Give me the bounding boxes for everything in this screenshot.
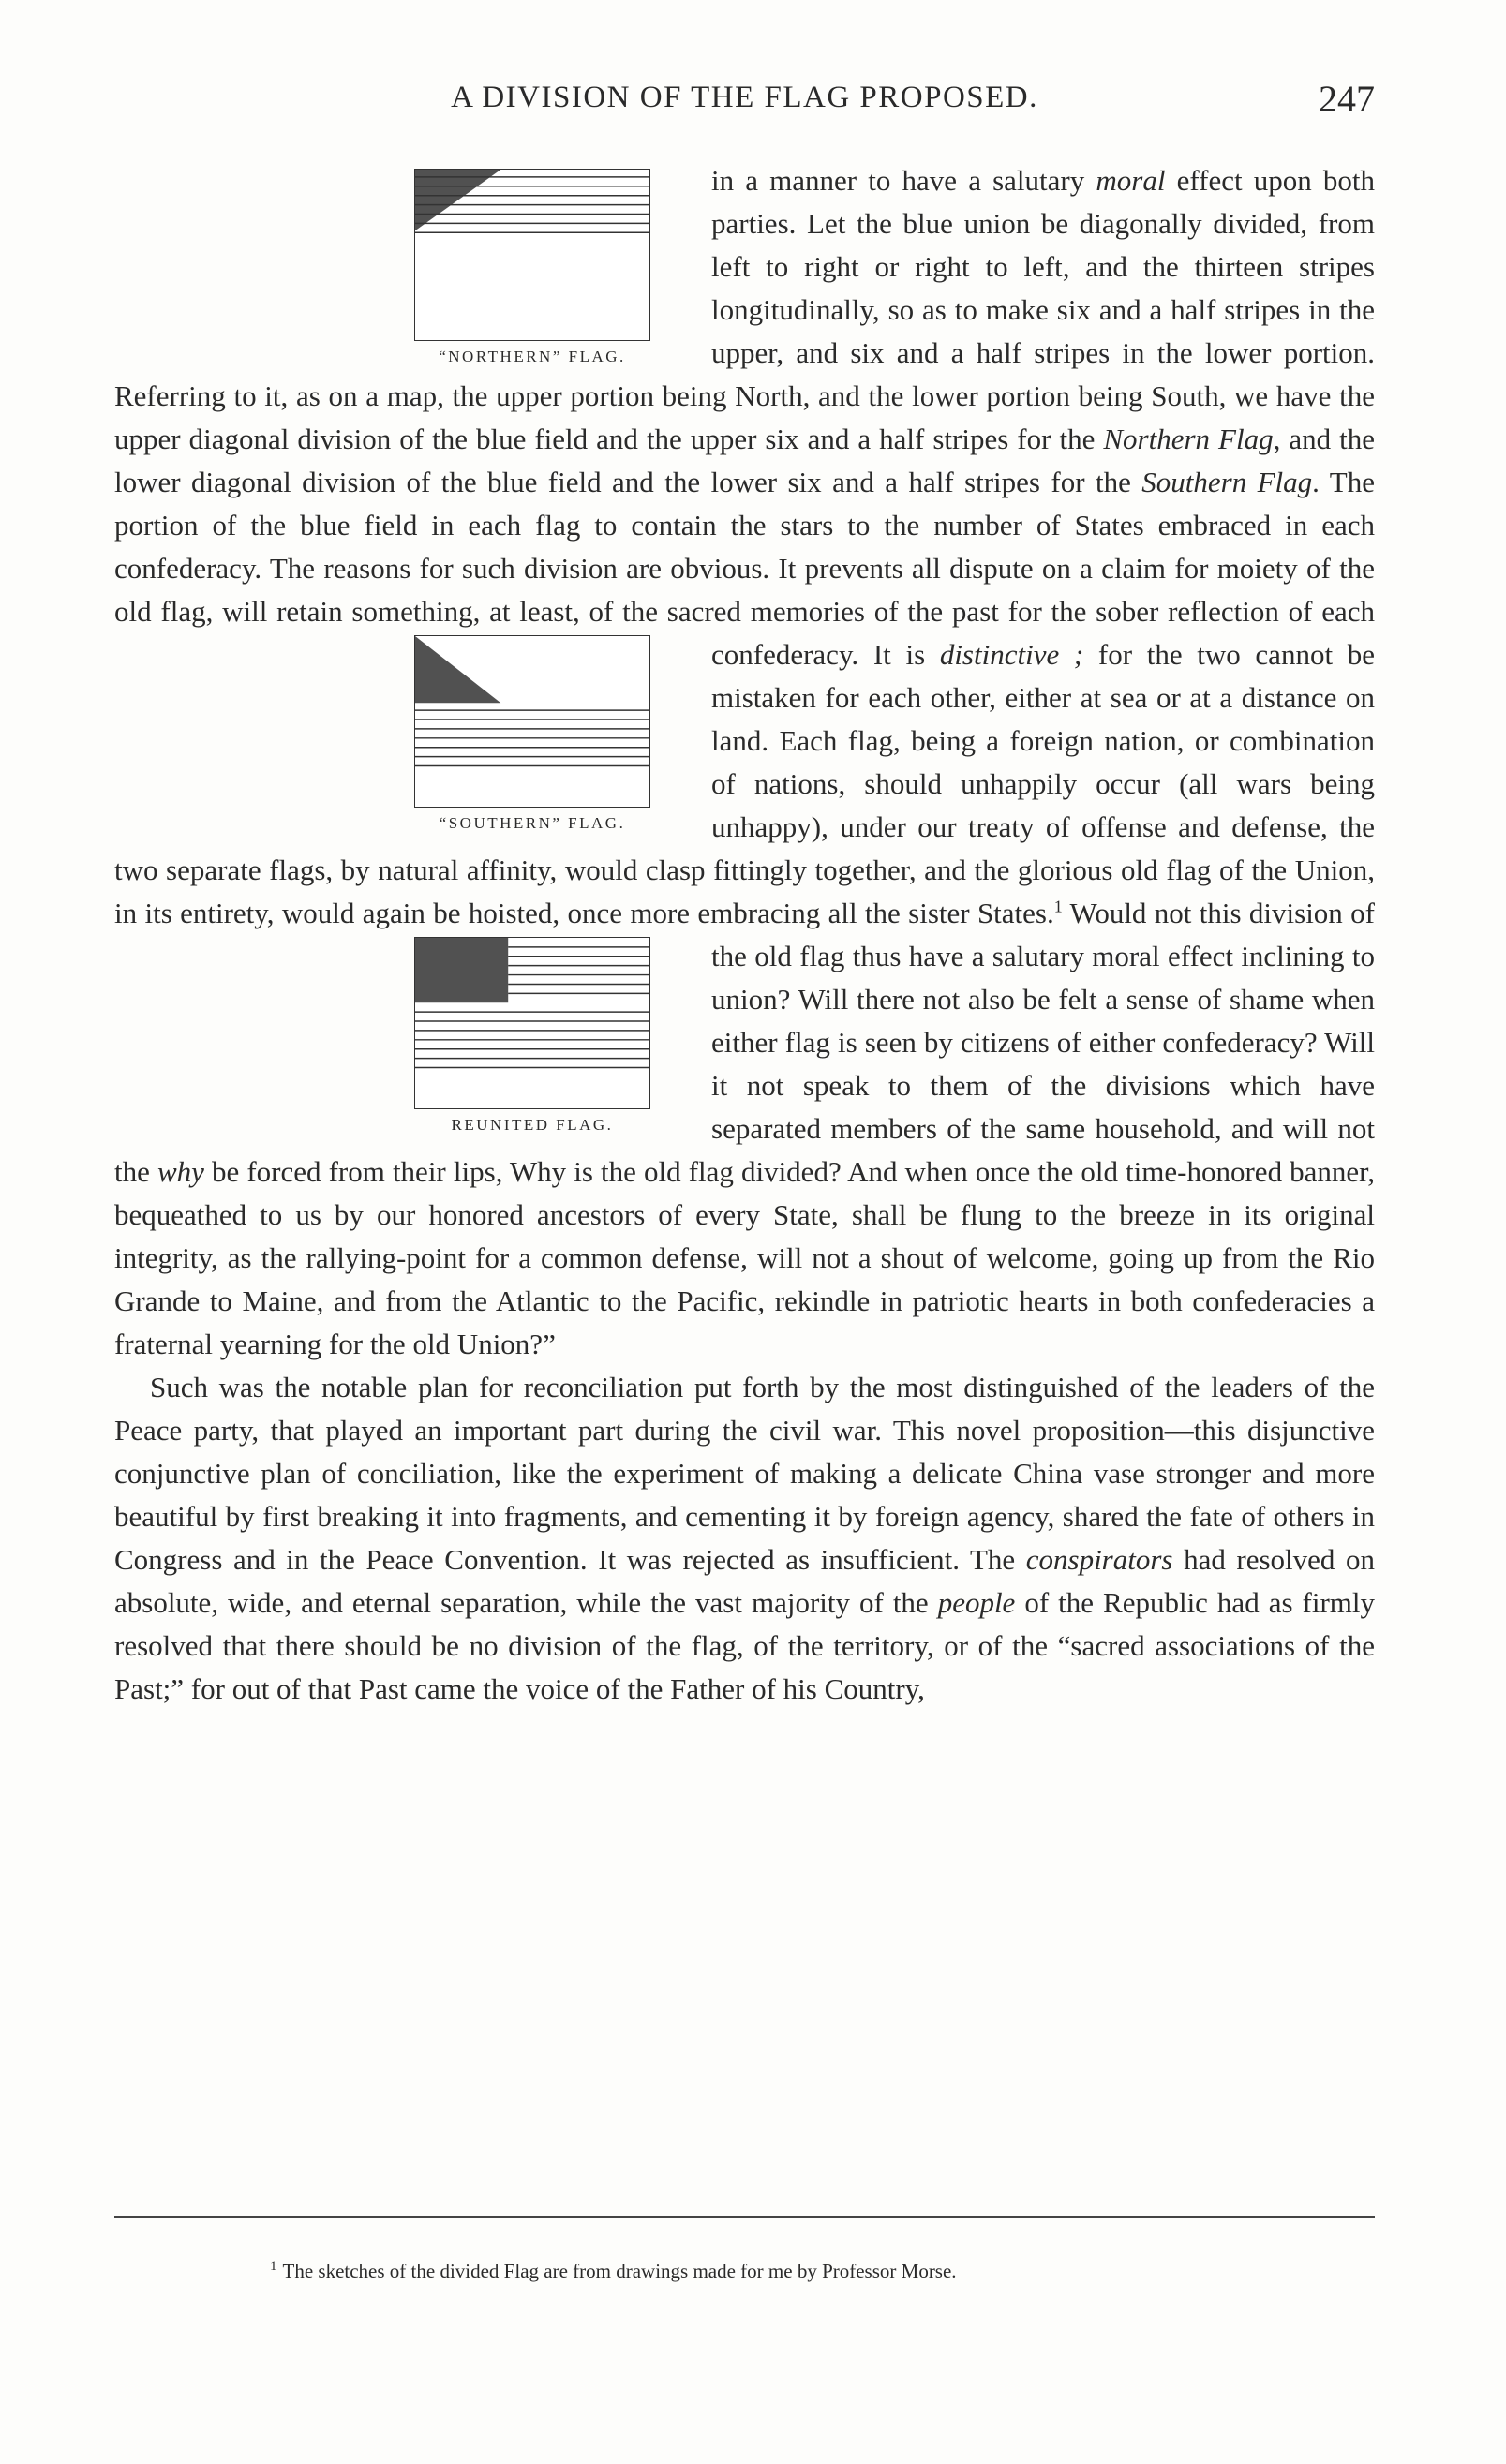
northern-flag-drawing <box>415 170 649 340</box>
text-run: be forced from their lips, Why is the old flag divided? And when once the old time-honored banner, bequeathed to us by our honored ancestors of every State, shall be flung to the breeze in its original integrity, as the rallying-point for a common defense, will not a shout of welcome, going up from the Rio Grande to Maine, and from the Atlantic to the Pacific, rekindle in patriotic hearts in both confederacies a fraternal yearning for the old Union?” <box>114 1155 1376 1360</box>
reunited-flag-drawing <box>415 938 649 1108</box>
text-run: Such was the notable plan for reconciliation put forth by the most distinguished of the leaders of the Peace party, that played an important part during the civil war. This novel proposition—this disjunctive conjunctive plan of conciliation, like the experiment of making a delicate China vase stronger and more beautiful by first breaking it into fragments, and cementing it by foreign agency, shared the fate of others in Congress and in the Peace Convention. It was rejected as insufficient. The <box>114 1371 1375 1576</box>
italic-run: Southern Flag <box>1141 466 1313 498</box>
text-run: had resolved on absolute, wide, and eternal separation, while the vast majority of the <box>114 1543 1375 1619</box>
italic-run: distinctive ; <box>939 638 1084 671</box>
text-run: effect upon both parties. Let the blue union be diagonally divided, from left to right or right to left, and the thirteen stripes longitudinally, so as to make six and a half stripes in the upper, and six and a half stripes in the lower portion. Referring to it, as on a map, the upper portion being North, and the lower portion being South, we have the upper diagonal division of the blue field and the upper six and a half stripes for the <box>114 164 1375 455</box>
running-title: A DIVISION OF THE FLAG PROPOSED. <box>451 81 1038 114</box>
italic-run: conspirators <box>1025 1543 1173 1576</box>
body-text <box>114 159 1375 1711</box>
southern-flag-drawing <box>415 636 649 807</box>
figure-southern-flag <box>375 635 690 834</box>
figure-northern-flag <box>375 169 690 367</box>
southern-flag-illustration <box>414 635 650 808</box>
paragraph-1 <box>114 159 1375 1366</box>
footnote-mark: 1 <box>270 2259 277 2274</box>
reunited-flag-illustration <box>414 937 650 1109</box>
italic-run: people <box>937 1586 1016 1619</box>
text-run: , and the lower diagonal division of the blue field and the lower six and a half stripes for the <box>114 423 1375 498</box>
text-run: Would not this division of the old flag thus have a salutary moral effect inclining to union? Will there not also be felt a sense of shame when either flag is seen by citizens of either confederacy? Will it not speak to them of the divisions which have separated members of the same household, and will not the <box>114 897 1375 1188</box>
figure-reunited-flag <box>375 937 690 1136</box>
paragraph-2 <box>114 1366 1375 1711</box>
southern-flag-caption: “SOUTHERN” FLAG. <box>439 814 626 832</box>
italic-run: moral <box>1096 164 1166 197</box>
northern-flag-illustration <box>414 169 650 341</box>
footnote <box>270 2253 957 2284</box>
text-run: of the Republic had as firmly resolved that there should be no division of the flag, of the territory, or of the “sacred associations of the Past;” for out of that Past came the voice of the Father of his Country, <box>114 1586 1376 1705</box>
footnote-text: The sketches of the divided Flag are from drawings made for me by Professor Morse. <box>282 2260 957 2282</box>
italic-run: Northern Flag <box>1103 423 1274 455</box>
text-run: in a manner to have a salutary <box>711 164 1096 197</box>
northern-flag-caption: “NORTHERN” FLAG. <box>439 348 626 365</box>
page-header <box>114 77 1375 124</box>
text-run: for the two cannot be mistaken for each other, either at sea or at a distance on land. Each flag, being a foreign nation, or combination of nations, should unhappily occur (all wars being unhappy), under our treaty of offense and defense, the two separate flags, by natural affinity, would clasp fittingly together, and the glorious old flag of the Union, in its entirety, would again be hoisted, once more embracing all the sister States. <box>114 638 1375 929</box>
text-run: . The portion of the blue field in each flag to contain the stars to the number of States embraced in each confederacy. The reasons for such division are obvious. It prevents all dispute on a claim for moiety of the old flag, will retain something, at least, of the sacred memories of the past for the sober reflection of each confederacy. It is <box>114 466 1375 671</box>
footnote-divider <box>114 2216 1375 2218</box>
footnote-reference: 1 <box>1053 897 1063 916</box>
italic-run: why <box>157 1155 204 1188</box>
reunited-flag-caption: REUNITED FLAG. <box>451 1116 614 1134</box>
page-number: 247 <box>1319 78 1375 120</box>
